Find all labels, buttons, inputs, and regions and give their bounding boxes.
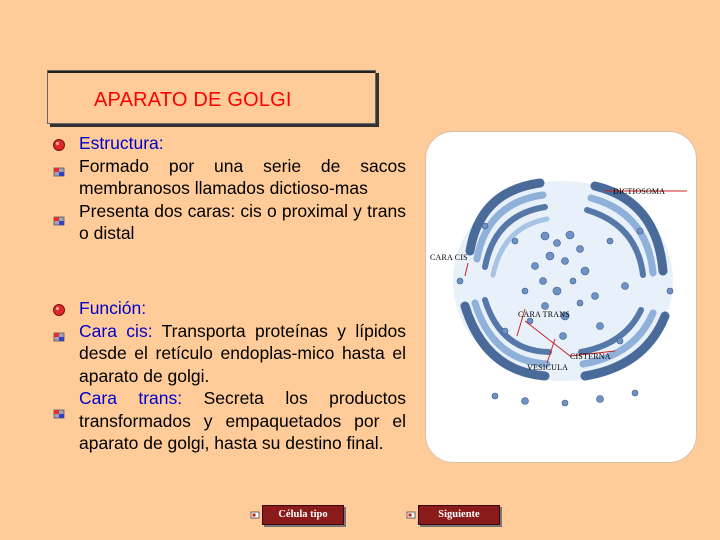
- label-cisterna: CISTERNA: [570, 352, 611, 361]
- cara-trans-label: Cara trans:: [79, 388, 183, 408]
- estructura-item-1: Formado por una serie de sacos membranosos llamados dictioso-mas: [79, 155, 406, 198]
- button-bullet-icon: [250, 510, 260, 520]
- funcion-item-1: [79, 320, 406, 388]
- golgi-illustration: [425, 131, 695, 461]
- box-bullet-icon: [52, 407, 66, 421]
- title-box: [47, 70, 376, 124]
- label-dictiosoma: DICTIOSOMA: [613, 187, 666, 196]
- funcion-heading: Función:: [79, 298, 147, 318]
- box-bullet-icon: [52, 165, 66, 179]
- siguiente-label[interactable]: Siguiente: [418, 505, 500, 525]
- page-title: APARATO DE GOLGI: [94, 89, 292, 111]
- label-cara-cis: CARA CIS: [430, 253, 468, 262]
- button-bullet-icon: [406, 510, 416, 520]
- siguiente-button[interactable]: [406, 505, 502, 525]
- box-bullet-icon: [52, 330, 66, 344]
- celula-tipo-button[interactable]: [250, 505, 350, 525]
- cara-cis-label: Cara cis:: [79, 320, 153, 341]
- cara-trans-text: Secreta los productos transformados y empaquetados por el aparato de golgi, hasta su destino final.: [79, 388, 406, 453]
- label-cara-trans: CARA TRANS: [518, 310, 570, 319]
- estructura-item-2: Presenta dos caras: cis o proximal y trans o distal: [79, 200, 406, 243]
- celula-tipo-label[interactable]: Célula tipo: [262, 505, 344, 525]
- round-bullet-icon: [52, 138, 66, 152]
- funcion-section: [79, 297, 406, 455]
- funcion-item-2: [79, 387, 406, 455]
- estructura-section: [79, 132, 406, 245]
- label-vesicula: VESICULA: [527, 363, 569, 372]
- cara-cis-text: Transporta proteínas y lípidos desde el retículo endoplas-mico hasta el aparato de golgi.: [79, 320, 407, 386]
- box-bullet-icon: [52, 214, 66, 228]
- estructura-heading: Estructura:: [79, 133, 164, 153]
- round-bullet-icon: [52, 303, 66, 317]
